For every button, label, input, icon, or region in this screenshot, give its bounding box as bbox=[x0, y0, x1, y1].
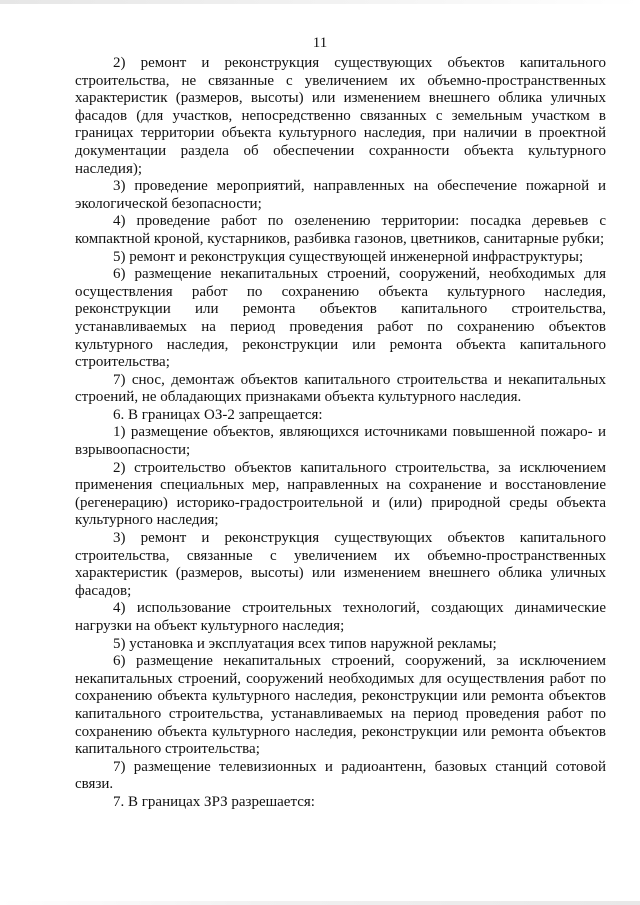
paragraph-4: 5) ремонт и реконструкция существующей инженерной инфраструктуры; bbox=[113, 248, 584, 265]
paragraph-5: 6) размещение некапитальных строений, сооружений, необходимых для осуществления работ по сохранению объекта культурного наследия, реконструкции или ремонта объектов капитального строительства, устанавливаемых на период проведения работ по сохранению объектов культурного наследия, реконструкции или ремонта объекта капитального строительства; bbox=[75, 266, 606, 371]
section-heading-zrz: 7. В границах ЗРЗ разрешается: bbox=[113, 793, 315, 810]
paragraph-2: 3) проведение мероприятий, направленных на обеспечение пожарной и экологической безопасности; bbox=[75, 178, 606, 212]
paragraph-3: 4) проведение работ по озеленению территории: посадка деревьев с компактной кроной, кустарников, разбивка газонов, цветников, санитарные рубки; bbox=[75, 213, 606, 247]
paragraph-10: 3) ремонт и реконструкция существующих объектов капитального строительства, связанные с увеличением их объемно-пространственных характеристик (размеров, высоты) или изменением внешнего облика уличных фасадов; bbox=[75, 530, 606, 599]
section-heading-oz2: 6. В границах ОЗ-2 запрещается: bbox=[113, 406, 323, 423]
paragraph-13: 6) размещение некапитальных строений, сооружений, за исключением некапитальных строений, сооружений необходимых для осуществления работ по сохранению объекта культурного наследия, реконструкции или ремонта объектов капитального строительства, устанавливаемых на период проведения работ по сохранению объекта культурного наследия, реконструкции или ремонта объектов капитального строительства; bbox=[75, 653, 606, 758]
paragraph-12: 5) установка и эксплуатация всех типов наружной рекламы; bbox=[113, 635, 497, 652]
paragraph-1: 2) ремонт и реконструкция существующих объектов капитального строительства, не связанные с увеличением их объемно-пространственных характеристик (размеров, высоты) или изменением внешнего облика уличных фасадов (для участков, непосредственно связанных с земельным участком в границах территории объекта культурного наследия, при наличии в проектной документации раздела об обеспечении сохранности объекта культурного наследия); bbox=[75, 55, 606, 177]
scan-bottom-edge bbox=[0, 901, 640, 905]
document-body bbox=[75, 55, 606, 812]
paragraph-8: 1) размещение объектов, являющихся источниками повышенной пожаро- и взрывоопасности; bbox=[75, 424, 606, 459]
paragraph-6: 7) снос, демонтаж объектов капитального строительства и некапитальных строений, не обладающих признаками объекта культурного наследия. bbox=[75, 371, 606, 406]
paragraph-9: 2) строительство объектов капитального строительства, за исключением применения специальных мер, направленных на сохранение и восстановление (регенерацию) историко-градостроительной и (или) природной среды объекта культурного наследия; bbox=[75, 459, 606, 529]
page-number: 11 bbox=[312, 35, 328, 51]
paragraph-14: 7) размещение телевизионных и радиоантенн, базовых станций сотовой связи. bbox=[75, 758, 606, 793]
scan-top-edge bbox=[0, 0, 640, 4]
paragraph-11: 4) использование строительных технологий, создающих динамические нагрузки на объект культурного наследия; bbox=[75, 600, 606, 634]
